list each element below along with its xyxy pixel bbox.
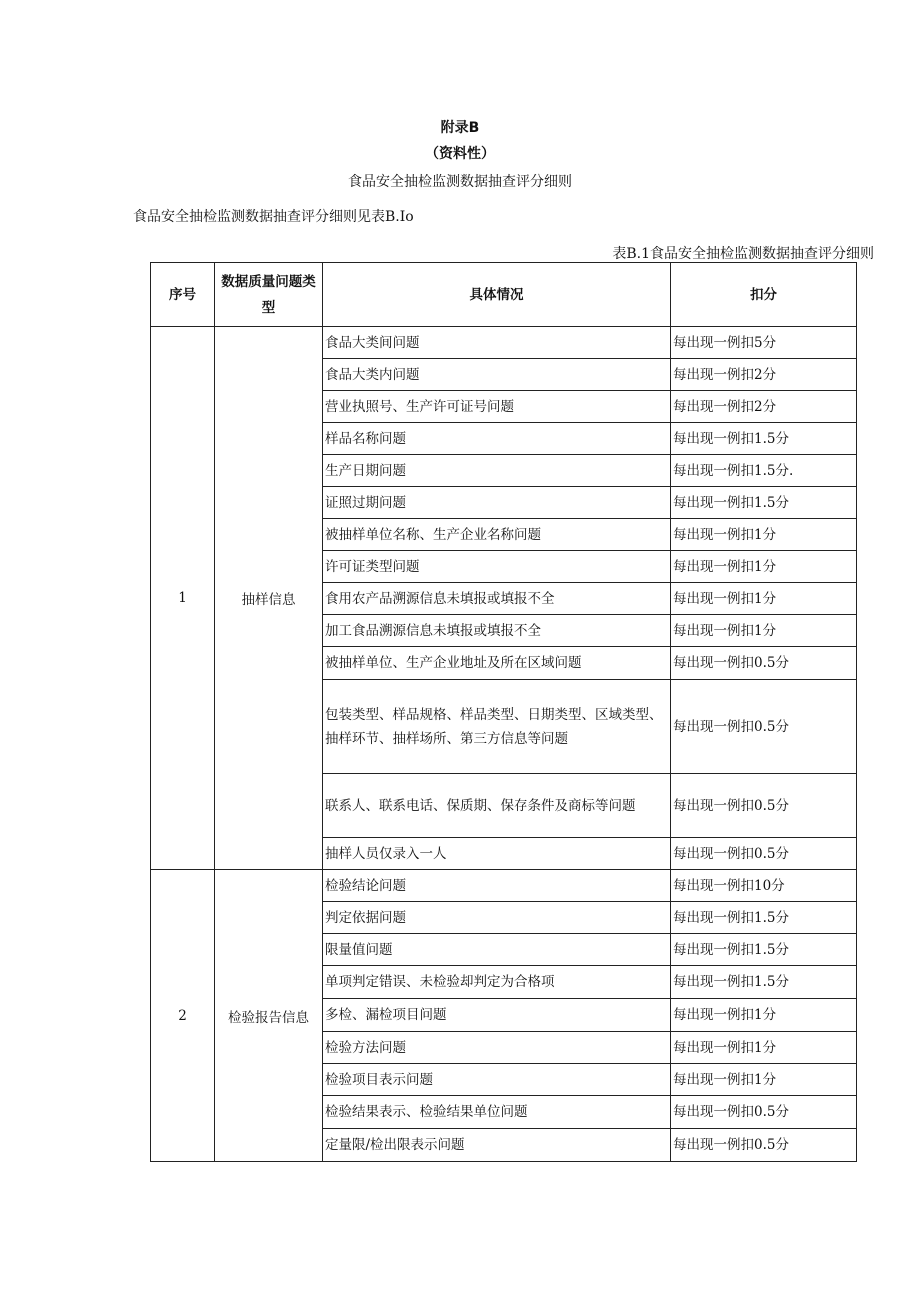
detail-cell: 加工食品溯源信息未填报或填报不全 (323, 615, 671, 647)
detail-cell: 多检、漏检项目问题 (323, 999, 671, 1032)
deduction-cell: 每出现一例扣1.5分 (671, 966, 857, 999)
detail-cell: 营业执照号、生产许可证号问题 (323, 391, 671, 423)
deduction-cell: 每出现一例扣5分 (671, 327, 857, 359)
deduction-cell: 每出现一例扣0.5分 (671, 838, 857, 870)
header-deduction: 扣分 (671, 263, 857, 327)
deduction-cell: 每出现一例扣0.5分 (671, 647, 857, 680)
detail-cell: 包装类型、样品规格、样品类型、日期类型、区域类型、抽样环节、抽样场所、第三方信息等问题 (323, 680, 671, 774)
detail-cell: 定量限/检出限表示问题 (323, 1129, 671, 1162)
deduction-cell: 每出现一例扣1.5分. (671, 455, 857, 487)
deduction-cell: 每出现一例扣1分 (671, 1032, 857, 1064)
detail-cell: 证照过期问题 (323, 487, 671, 519)
detail-cell: 检验结果表示、检验结果单位问题 (323, 1096, 671, 1129)
deduction-cell: 每出现一例扣2分 (671, 359, 857, 391)
document-title: 食品安全抽检监测数据抽查评分细则 (348, 174, 572, 190)
detail-cell: 单项判定错误、未检验却判定为合格项 (323, 966, 671, 999)
deduction-cell: 每出现一例扣1分 (671, 615, 857, 647)
header-detail: 具体情况 (323, 263, 671, 327)
detail-cell: 检验方法问题 (323, 1032, 671, 1064)
detail-cell: 生产日期问题 (323, 455, 671, 487)
deduction-cell: 每出现一例扣1.5分 (671, 487, 857, 519)
group-type: 抽样信息 (215, 327, 323, 870)
intro-paragraph: 食品安全抽检监测数据抽查评分细则见表B.Io (133, 209, 414, 225)
detail-cell: 食用农产品溯源信息未填报或填报不全 (323, 583, 671, 615)
detail-cell: 食品大类内问题 (323, 359, 671, 391)
detail-cell: 许可证类型问题 (323, 551, 671, 583)
deduction-cell: 每出现一例扣10分 (671, 870, 857, 902)
deduction-cell: 每出现一例扣1分 (671, 551, 857, 583)
detail-cell: 检验结论问题 (323, 870, 671, 902)
detail-cell: 被抽样单位名称、生产企业名称问题 (323, 519, 671, 551)
table-row (151, 327, 857, 359)
detail-cell: 被抽样单位、生产企业地址及所在区域问题 (323, 647, 671, 680)
deduction-cell: 每出现一例扣1分 (671, 583, 857, 615)
detail-cell: 联系人、联系电话、保质期、保存条件及商标等问题 (323, 774, 671, 838)
deduction-cell: 每出现一例扣1分 (671, 519, 857, 551)
detail-cell: 判定依据问题 (323, 902, 671, 934)
table-body (151, 327, 857, 1162)
table-caption: 表B.1食品安全抽检监测数据抽查评分细则 (612, 246, 874, 262)
group-seq: 1 (151, 327, 215, 870)
deduction-cell: 每出现一例扣0.5分 (671, 680, 857, 774)
group-seq: 2 (151, 870, 215, 1162)
deduction-cell: 每出现一例扣1分 (671, 999, 857, 1032)
deduction-cell: 每出现一例扣1.5分 (671, 902, 857, 934)
table-header-row (151, 263, 857, 327)
table-row (151, 870, 857, 902)
group-type: 检验报告信息 (215, 870, 323, 1162)
header-type: 数据质量问题类型 (215, 263, 323, 327)
detail-cell: 食品大类间问题 (323, 327, 671, 359)
detail-cell: 抽样人员仅录入一人 (323, 838, 671, 870)
deduction-cell: 每出现一例扣1.5分 (671, 423, 857, 455)
deduction-cell: 每出现一例扣1分 (671, 1064, 857, 1096)
deduction-cell: 每出现一例扣0.5分 (671, 1129, 857, 1162)
deduction-cell: 每出现一例扣0.5分 (671, 1096, 857, 1129)
appendix-heading: 附录B (440, 120, 480, 136)
scoring-table (150, 262, 857, 1162)
deduction-cell: 每出现一例扣0.5分 (671, 774, 857, 838)
appendix-nature: （资料性） (425, 146, 495, 162)
detail-cell: 检验项目表示问题 (323, 1064, 671, 1096)
detail-cell: 样品名称问题 (323, 423, 671, 455)
detail-cell: 限量值问题 (323, 934, 671, 966)
deduction-cell: 每出现一例扣1.5分 (671, 934, 857, 966)
header-seq: 序号 (151, 263, 215, 327)
deduction-cell: 每出现一例扣2分 (671, 391, 857, 423)
